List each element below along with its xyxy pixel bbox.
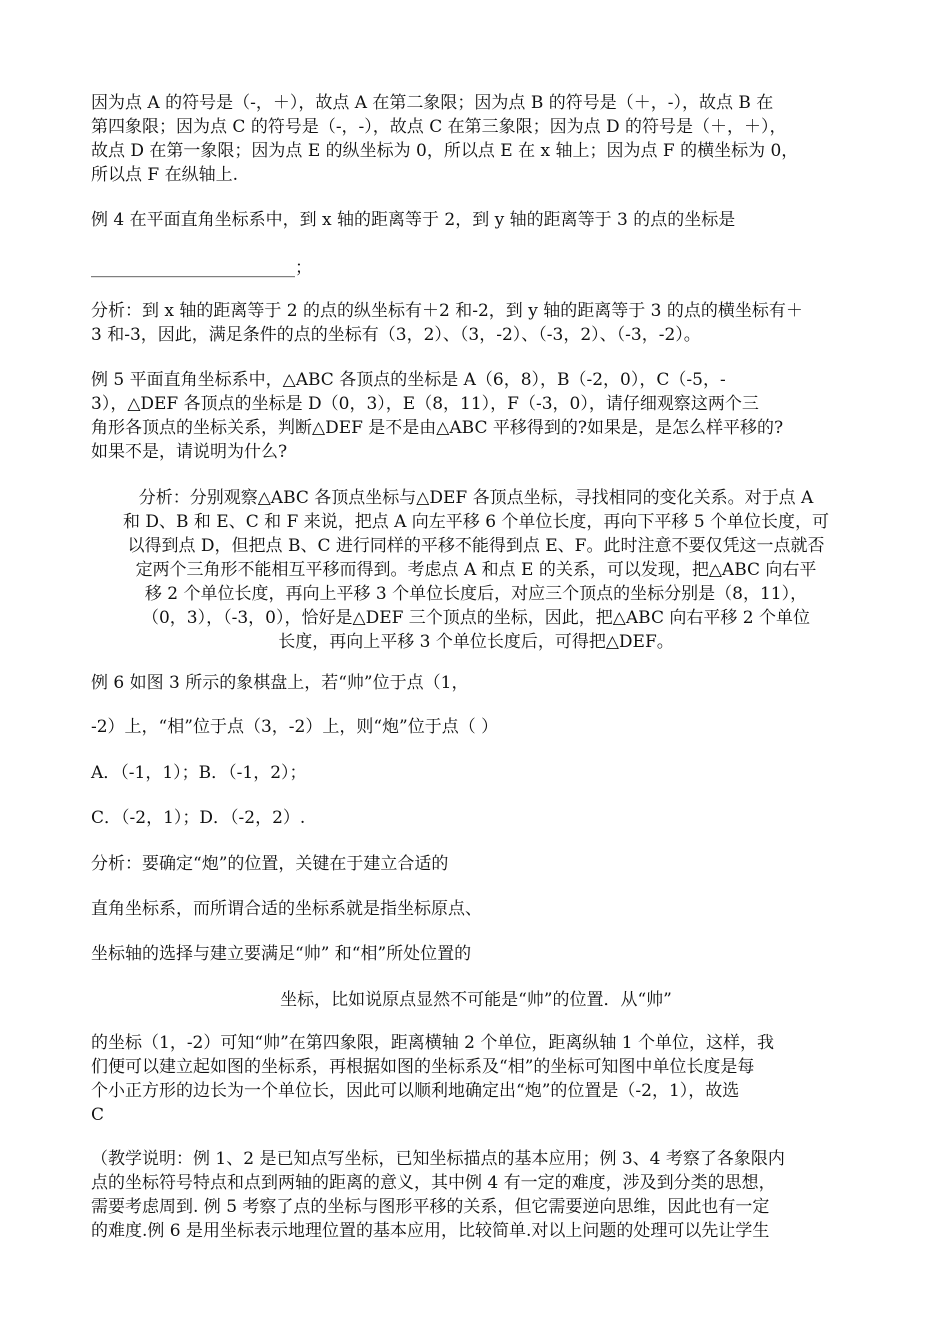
text-line: 个小正方形的边长为一个单位长，因此可以顺利地确定出“炮”的位置是（-2，1），故选 — [91, 1081, 740, 1101]
text-line: 角形各顶点的坐标关系，判断△DEF 是不是由△ABC 平移得到的?如果是，是怎么样平移的? — [91, 418, 784, 438]
text-line: 点的坐标符号特点和点到两轴的距离的意义，其中例 4 有一定的难度，涉及到分类的思想， — [91, 1173, 776, 1193]
text-line: 因为点 A 的符号是（-，＋），故点 A 在第二象限；因为点 B 的符号是（＋，-），故点 B 在 — [91, 93, 774, 113]
text-line: 坐标轴的选择与建立要满足“帅” 和“相”所处位置的 — [91, 944, 472, 964]
example-6-options-cd — [91, 806, 861, 830]
example-6-analysis-line-2 — [91, 897, 861, 921]
paragraph-quadrant-explanation — [91, 91, 861, 187]
text-line: 需要考虑周到. 例 5 考察了点的坐标与图形平移的关系，但它需要逆向思维，因此也有一定 — [91, 1197, 770, 1217]
text-line: 3），△DEF 各顶点的坐标是 D（0，3），E（8，11），F（-3，0），请仔细观察这两个三 — [91, 394, 759, 414]
text-line: 长度，再向上平移 3 个单位长度后，可得把△DEF。 — [278, 632, 674, 652]
text-line: 分析：分别观察△ABC 各顶点坐标与△DEF 各顶点坐标，寻找相同的变化关系。对于点 A — [138, 488, 814, 508]
text-line: 坐标，比如说原点显然不可能是“帅”的位置．从“帅” — [280, 990, 672, 1010]
text-line: 以得到点 D，但把点 B、C 进行同样的平移不能得到点 E、F。此时注意不要仅凭这一点就否 — [127, 536, 825, 556]
example-4-answer-blank — [91, 256, 861, 280]
text-line: 定两个三角形不能相互平移而得到。考虑点 A 和点 E 的关系，可以发现，把△ABC 向右平 — [135, 560, 817, 580]
text-line: 例 5 平面直角坐标系中，△ABC 各顶点的坐标是 A（6，8），B（-2，0），C（-5，- — [91, 370, 726, 390]
text-line: 例 4 在平面直角坐标系中，到 x 轴的距离等于 2，到 y 轴的距离等于 3 的点的坐标是 — [91, 210, 736, 230]
example-6-analysis-line-3 — [91, 942, 861, 966]
text-line: 的坐标（1，-2）可知“帅”在第四象限，距离横轴 2 个单位，距离纵轴 1 个单位，这样，我 — [91, 1033, 775, 1053]
text-line: 移 2 个单位长度，再向上平移 3 个单位长度后，对应三个顶点的坐标分别是（8，11）， — [144, 584, 808, 604]
text-line: 第四象限；因为点 C 的符号是（-，-），故点 C 在第三象限；因为点 D 的符号是（＋，＋）， — [91, 117, 787, 137]
text-line: （0，3），（-3，0），恰好是△DEF 三个顶点的坐标，因此，把△ABC 向右平移 2 个单位 — [141, 608, 810, 628]
text-line: （教学说明：例 1、2 是已知点写坐标，已知坐标描点的基本应用；例 3、4 考察了各象限内 — [91, 1149, 785, 1169]
text-line: A．（-1，1）；B．（-1，2）； — [91, 763, 307, 783]
example-6-question-line-2 — [91, 715, 861, 739]
text-line: 例 6 如图 3 所示的象棋盘上，若“帅”位于点（1， — [91, 673, 469, 693]
example-6-options-ab — [91, 761, 861, 785]
text-line: 的难度.例 6 是用坐标表示地理位置的基本应用，比较简单.对以上问题的处理可以先让学生 — [91, 1221, 770, 1241]
text-line: 和 D、B 和 E、C 和 F 来说，把点 A 向左平移 6 个单位长度，再向下平移 5 个单位长度，可 — [122, 512, 830, 532]
text-line: 分析：到 x 轴的距离等于 2 的点的纵坐标有＋2 和-2，到 y 轴的距离等于 3 的点的横坐标有＋ — [91, 301, 803, 321]
example-6-analysis-line-1 — [91, 852, 861, 876]
text-line: 如果不是，请说明为什么? — [91, 442, 288, 462]
text-line: 分析：要确定“炮”的位置，关键在于建立合适的 — [91, 854, 449, 874]
text-line: 所以点 F 在纵轴上. — [91, 165, 239, 185]
text-line: 们便可以建立起如图的坐标系，再根据如图的坐标系及“相”的坐标可知图中单位长度是每 — [91, 1057, 755, 1077]
text-line: 3 和-3，因此，满足条件的点的坐标有（3，2）、（3，-2）、（-3，2）、（-3，-2）。 — [91, 325, 701, 345]
example-6-analysis-continued — [91, 1031, 861, 1127]
answer-blank: ________________________； — [91, 258, 312, 278]
example-5-analysis — [91, 486, 861, 654]
teaching-note — [91, 1147, 861, 1243]
example-4-question — [91, 208, 861, 232]
text-line: C．（-2，1）；D．（-2，2）. — [91, 808, 306, 828]
text-line: -2）上，“相”位于点（3，-2）上，则“炮”位于点（ ） — [91, 717, 499, 737]
example-6-question-line-1 — [91, 671, 861, 695]
text-line: 直角坐标系，而所谓合适的坐标系就是指坐标原点、 — [91, 899, 482, 919]
text-line: 故点 D 在第一象限；因为点 E 的纵坐标为 0，所以点 E 在 x 轴上；因为点 F 的横坐标为 0， — [91, 141, 799, 161]
text-line: C — [91, 1105, 105, 1125]
example-5-question — [91, 368, 861, 464]
example-4-analysis — [91, 299, 861, 347]
example-6-analysis-line-4 — [91, 988, 861, 1012]
